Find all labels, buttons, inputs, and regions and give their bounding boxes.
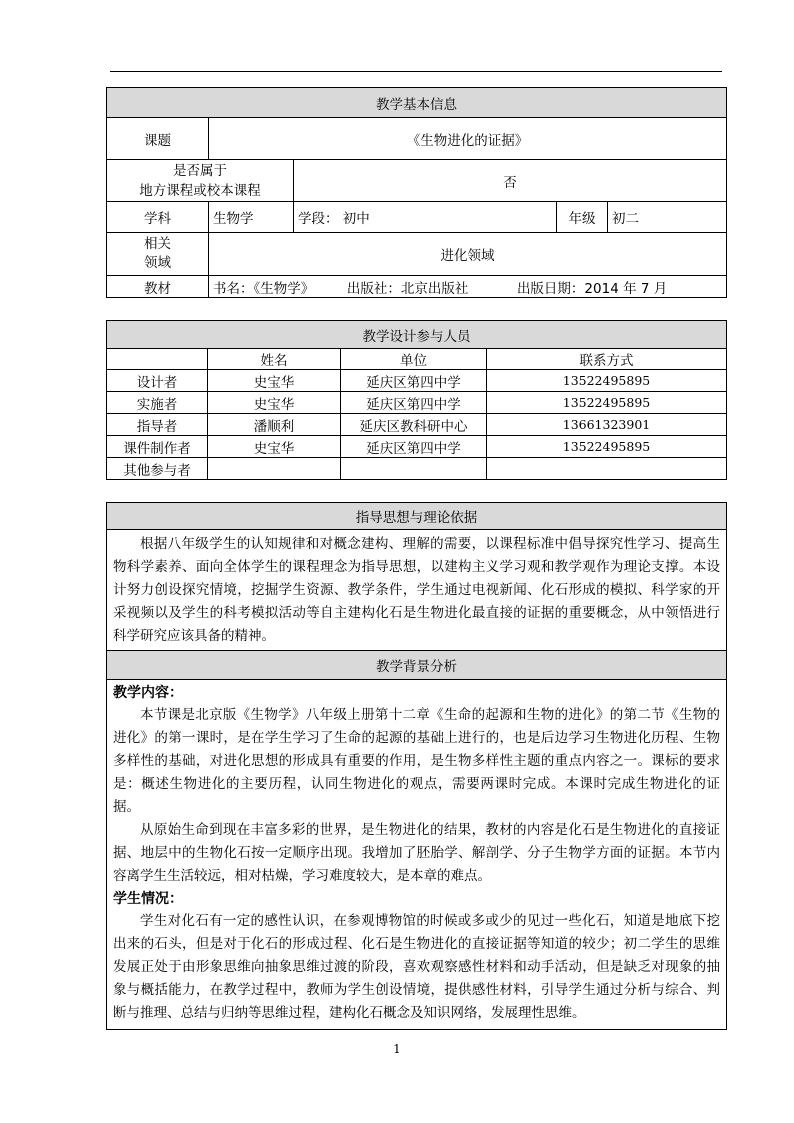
analysis-table — [106, 502, 727, 1030]
table-row — [107, 414, 727, 436]
textbook-info — [209, 276, 727, 298]
local-course-label — [107, 160, 294, 202]
field-label — [107, 233, 209, 276]
col-header-unit: 单位 — [341, 349, 487, 370]
field-value: 进化领域 — [209, 233, 727, 276]
topic-label: 课题 — [107, 118, 209, 160]
table-row — [107, 458, 727, 480]
name-cell — [208, 458, 341, 480]
student-paragraph: 学生对化石有一定的感性认识，在参观博物馆的时候或多或少的见过一些化石，知道是地底下挖出来的石头，但是对于化石的形成过程、化石是生物进化的直接证据等知道的较少；初二学生的思维发展正处于由形象思维向抽象思维过渡的阶段，喜欢观察感性材料和动手活动，但是缺乏对现象的抽象与概括能力，在教学过程中，教师为学生创设情境，提供感性材料，引导学生通过分析与综合、判断与推理、总结与归纳等思维过程，建构化石概念及知识网络，发展理性思维。 — [113, 913, 720, 1021]
contact-cell: 13661323901 — [487, 414, 727, 436]
topic-value: 《生物进化的证据》 — [209, 118, 727, 160]
publisher: 出版社：北京出版社 — [346, 280, 469, 297]
contact-cell: 13522495895 — [487, 436, 727, 458]
background-body — [107, 680, 727, 1030]
guiding-header: 指导思想与理论依据 — [107, 503, 727, 530]
subject-label: 学科 — [107, 202, 209, 233]
local-label-line2: 地方课程或校本课程 — [139, 182, 261, 199]
name-cell: 史宝华 — [208, 436, 341, 458]
role-cell: 设计者 — [107, 370, 208, 392]
stage-value: 学段： 初中 — [294, 202, 557, 233]
unit-cell: 延庆区第四中学 — [341, 436, 487, 458]
field-label-line2: 领域 — [144, 255, 171, 271]
content-subheading: 教学内容： — [113, 685, 183, 701]
role-cell: 指导者 — [107, 414, 208, 436]
contact-cell: 13522495895 — [487, 392, 727, 414]
role-cell: 其他参与者 — [107, 458, 208, 480]
book-name: 书名：《生物学》 — [213, 280, 315, 297]
col-header-contact: 联系方式 — [487, 349, 727, 370]
unit-cell: 延庆区第四中学 — [341, 370, 487, 392]
participants-header: 教学设计参与人员 — [107, 321, 727, 349]
pub-date: 出版日期：2014 年 7 月 — [516, 280, 668, 297]
table-row — [107, 436, 727, 458]
student-subheading: 学生情况： — [113, 891, 183, 907]
participants-table — [106, 320, 727, 480]
col-header-role — [107, 349, 208, 370]
page-number: 1 — [393, 1042, 401, 1056]
table-row — [107, 392, 727, 414]
subject-value: 生物学 — [209, 202, 294, 233]
table-row — [107, 370, 727, 392]
unit-cell — [341, 458, 487, 480]
guiding-body — [107, 530, 727, 651]
role-cell: 实施者 — [107, 392, 208, 414]
name-cell: 潘顺利 — [208, 414, 341, 436]
basic-info-header: 教学基本信息 — [107, 88, 727, 118]
role-cell: 课件制作者 — [107, 436, 208, 458]
contact-cell — [487, 458, 727, 480]
content-paragraph-1: 本节课是北京版《生物学》八年级上册第十二章《生命的起源和生物的进化》的第二节《生物的进化》的第一课时，是在学生学习了生命的起源的基础上进行的，也是后边学习生物进化历程、生物多样性的基础，对进化思想的形成具有重要的作用，是生物多样性主题的重点内容之一。课标的要求是：概述生物进化的主要历程，认同生物进化的观点，需要两课时完成。本课时完成生物进化的证据。 — [113, 707, 720, 815]
field-label-line1: 相关 — [144, 236, 171, 252]
name-cell: 史宝华 — [208, 392, 341, 414]
grade-value: 初二 — [608, 202, 727, 233]
background-header: 教学背景分析 — [107, 651, 727, 680]
basic-info-table — [106, 87, 727, 298]
local-label-line1: 是否属于 — [173, 162, 227, 179]
textbook-label: 教材 — [107, 276, 209, 298]
name-cell: 史宝华 — [208, 370, 341, 392]
col-header-name: 姓名 — [208, 349, 341, 370]
header-rule — [110, 71, 722, 72]
unit-cell: 延庆区第四中学 — [341, 392, 487, 414]
local-course-value: 否 — [294, 160, 727, 202]
unit-cell: 延庆区教科研中心 — [341, 414, 487, 436]
grade-label: 年级 — [557, 202, 608, 233]
guiding-text: 根据八年级学生的认知规律和对概念建构、理解的需要，以课程标准中倡导探究性学习、提高生物科学素养、面向全体学生的课程理念为指导思想，以建构主义学习观和教学观作为理论支撑。本设计努力创设探究情境，挖掘学生资源、教学条件，学生通过电视新闻、化石形成的模拟、科学家的开采视频以及学生的科考模拟活动等自主建构化石是生物进化最直接的证据的重要概念，从中领悟进行科学研究应该具备的精神。 — [113, 535, 720, 644]
contact-cell: 13522495895 — [487, 370, 727, 392]
content-paragraph-2: 从原始生命到现在丰富多彩的世界，是生物进化的结果，教材的内容是化石是生物进化的直接证据、地层中的生物化石按一定顺序出现。我增加了胚胎学、解剖学、分子生物学方面的证据。本节内容离学生生活较远，相对枯燥，学习难度较大，是本章的难点。 — [113, 822, 720, 884]
